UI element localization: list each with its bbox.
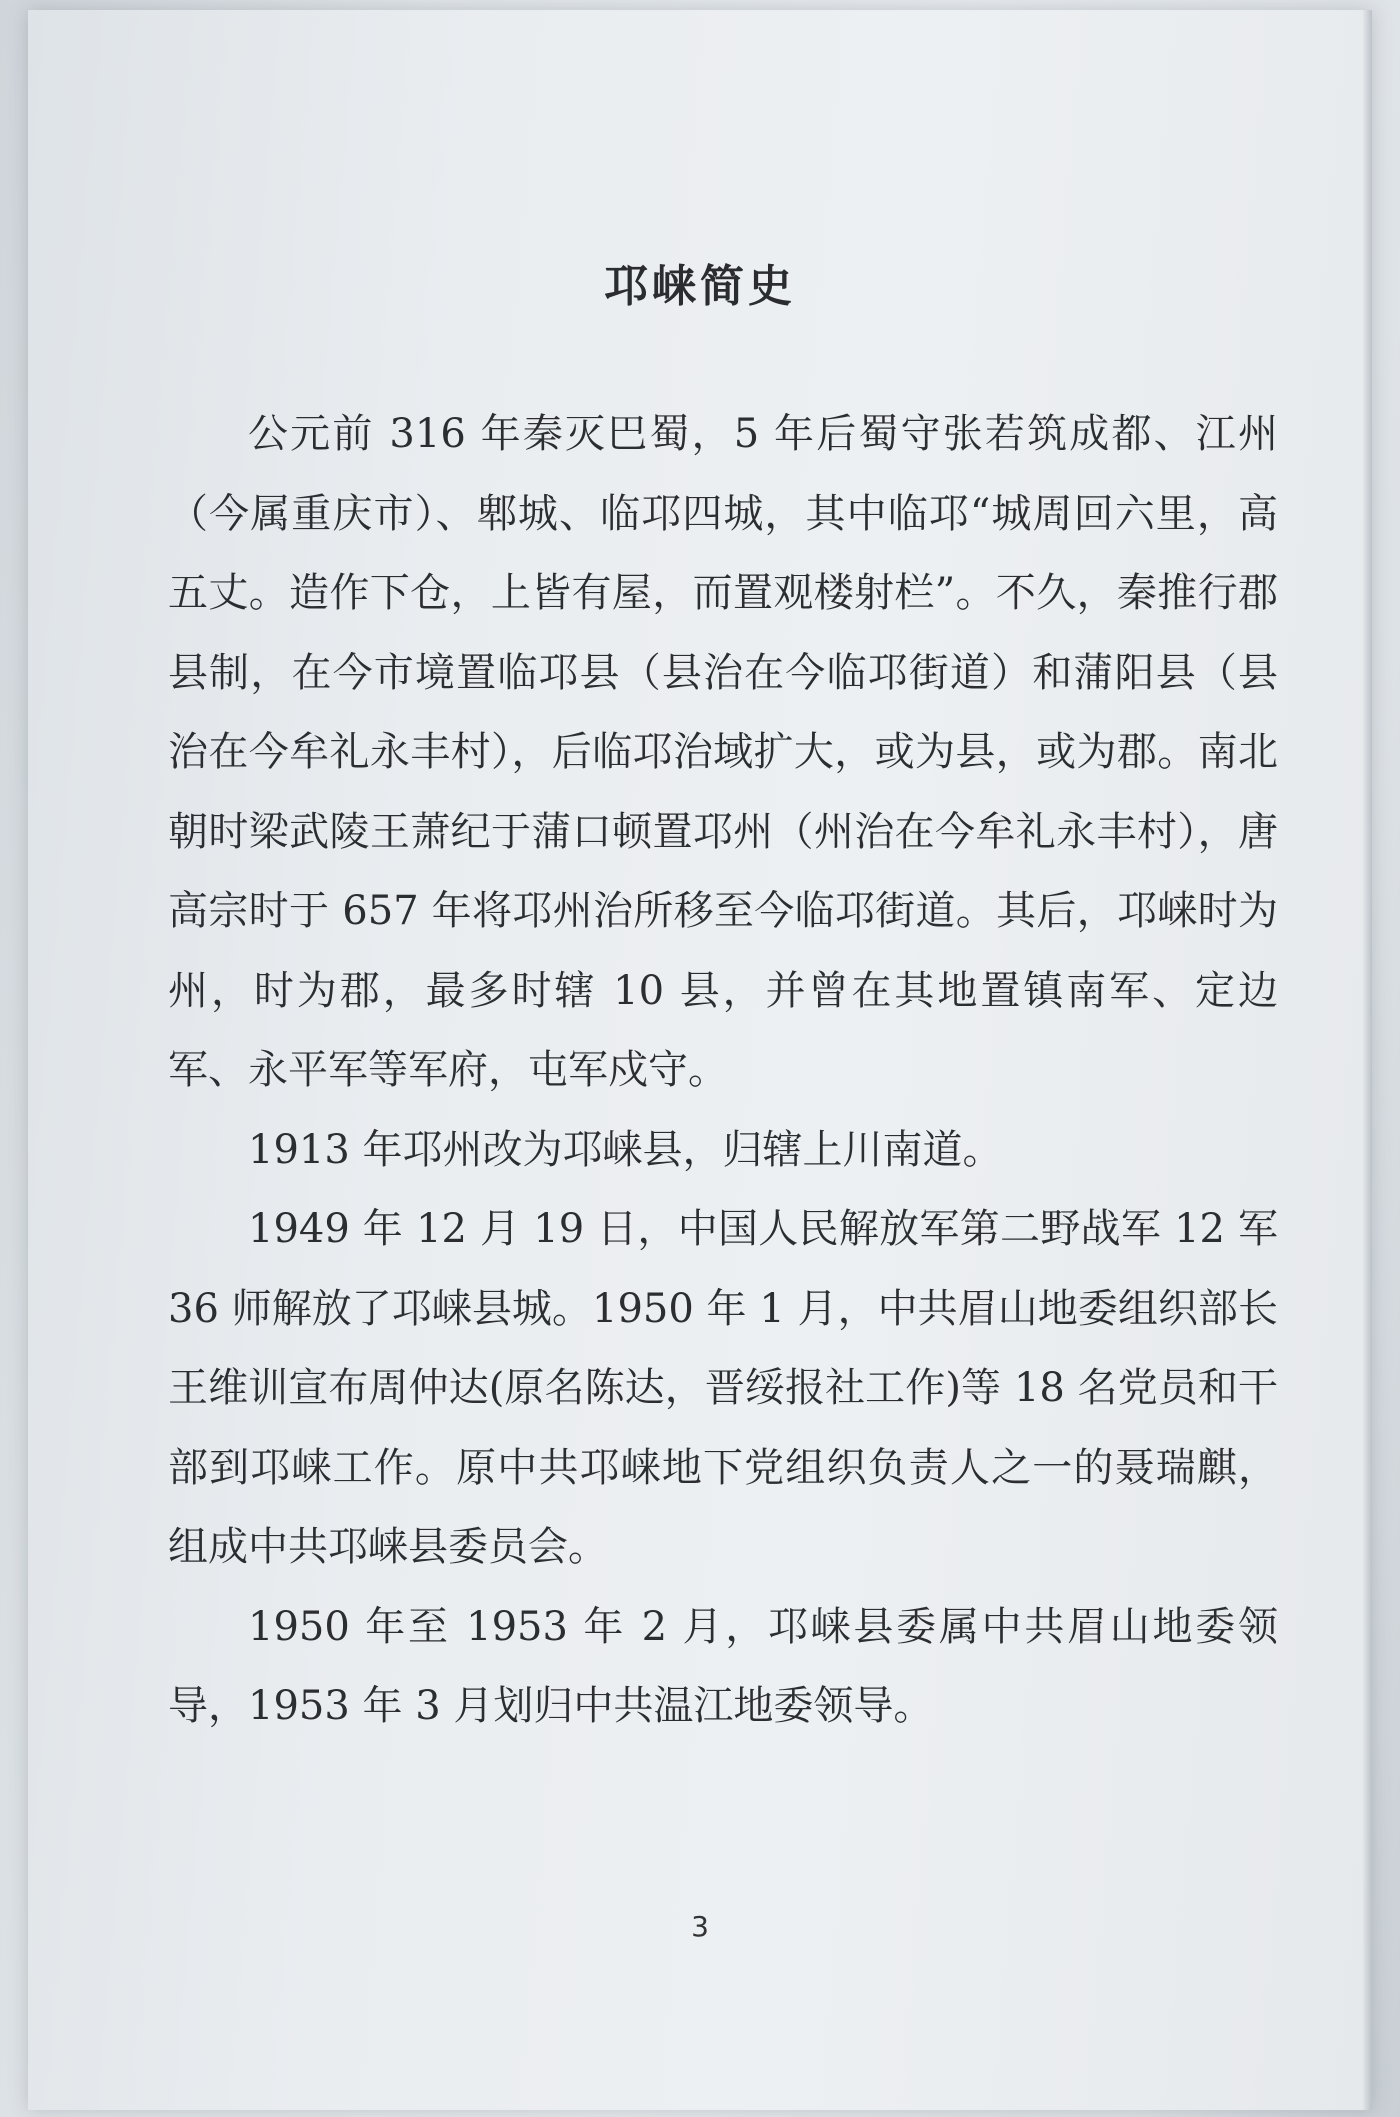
paragraph: 公元前 316 年秦灭巴蜀，5 年后蜀守张若筑成都、江州（今属重庆市）、郫城、临邛四城，其中临邛“城周回六里，高五丈。造作下仓，上皆有屋，而置观楼射栏”。不久，秦推行郡县制，在今市境置临邛县（县治在今临邛街道）和蒲阳县（县治在今牟礼永丰村），后临邛治域扩大，或为县，或为郡。南北朝时梁武陵王萧纪于蒲口顿置邛州（州治在今牟礼永丰村），唐高宗时于 657 年将邛州治所移至今临邛街道。其后，邛崃时为州，时为郡，最多时辖 10 县，并曾在其地置镇南军、定边军、永平军等军府，屯军戍守。 bbox=[168, 411, 1278, 1093]
body-text bbox=[168, 395, 1278, 1747]
paragraph: 1949 年 12 月 19 日，中国人民解放军第二野战军 12 军 36 师解放了邛崃县城。1950 年 1 月，中共眉山地委组织部长王维训宣布周仲达(原名陈达，晋绥报社工作)等 18 名党员和干部到邛崃工作。原中共邛崃地下党组织负责人之一的聂瑞麒，组成中共邛崃县委员会。 bbox=[168, 1206, 1278, 1570]
paragraph: 1913 年邛州改为邛崃县，归辖上川南道。 bbox=[248, 1126, 1003, 1173]
book-page bbox=[28, 10, 1372, 2110]
page-edge-shadow bbox=[1362, 10, 1372, 2110]
page-title: 邛崃简史 bbox=[604, 261, 796, 312]
paragraph: 1950 年至 1953 年 2 月，邛崃县委属中共眉山地委领导，1953 年 3 月划归中共温江地委领导。 bbox=[168, 1603, 1278, 1729]
page-number: 3 bbox=[691, 1910, 709, 1943]
